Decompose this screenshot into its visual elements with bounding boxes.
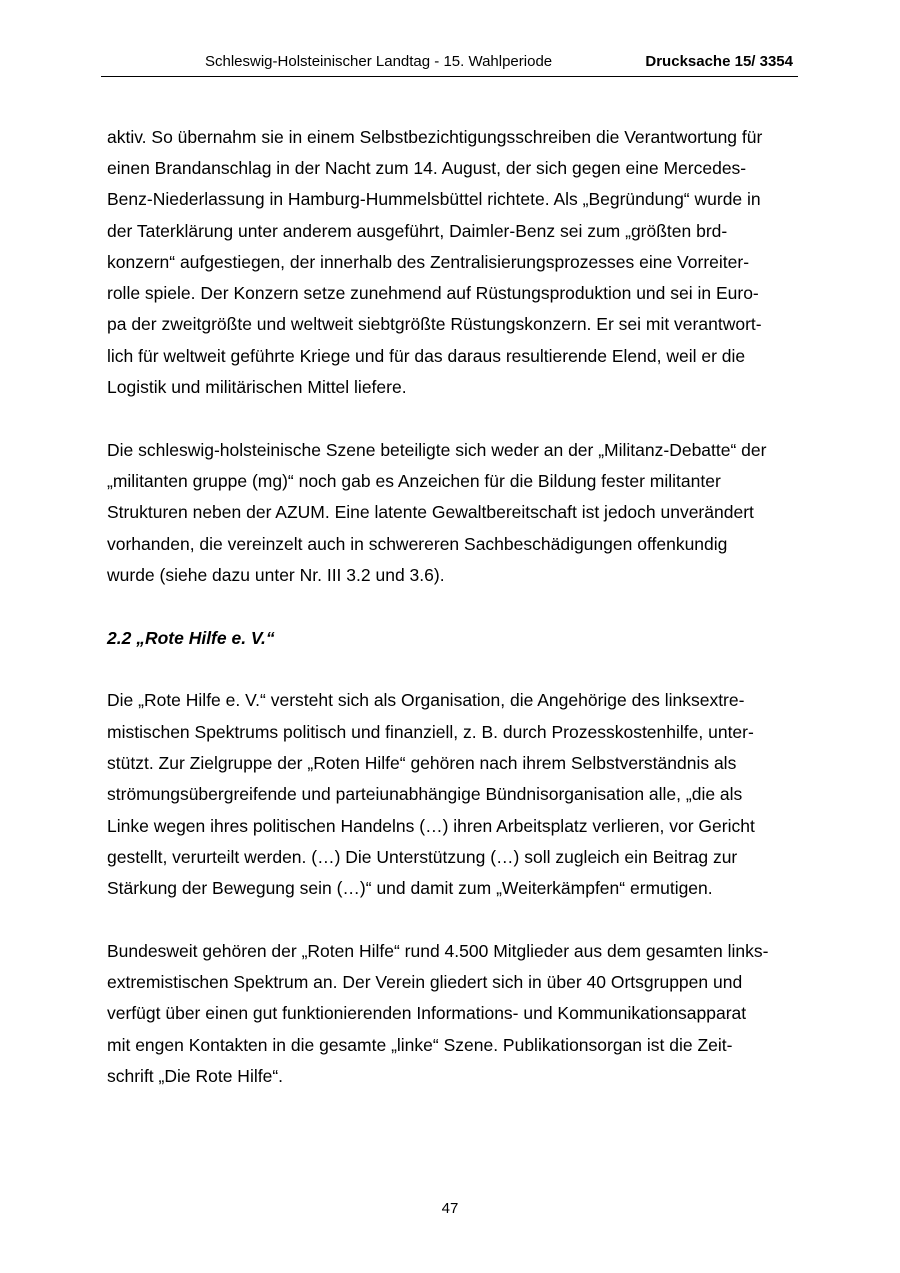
paragraph-line: lich für weltweit geführte Kriege und für das daraus resultierende Elend, weil er die: [107, 346, 746, 366]
paragraph-line: extremistischen Spektrum an. Der Verein gliedert sich in über 40 Ortsgruppen und: [107, 972, 743, 992]
paragraph-line: „militanten gruppe (mg)“ noch gab es Anzeichen für die Bildung fester militanter: [107, 471, 721, 491]
paragraph-line: einen Brandanschlag in der Nacht zum 14. August, der sich gegen eine Mercedes-: [107, 158, 747, 178]
page-number: 47: [441, 1200, 459, 1217]
paragraph-line: Logistik und militärischen Mittel liefere.: [107, 377, 407, 397]
page-header: [101, 52, 798, 77]
paragraph-line: schrift „Die Rote Hilfe“.: [107, 1066, 284, 1086]
paragraph-line: Stärkung der Bewegung sein (…)“ und damit zum „Weiterkämpfen“ ermutigen.: [107, 878, 713, 898]
paragraph-line: Linke wegen ihres politischen Handelns (…) ihren Arbeitsplatz verlieren, vor Gericht: [107, 816, 755, 836]
paragraph-line: gestellt, verurteilt werden. (…) Die Unterstützung (…) soll zugleich ein Beitrag zur: [107, 847, 738, 867]
paragraph-line: konzern“ aufgestiegen, der innerhalb des Zentralisierungsprozesses eine Vorreiter-: [107, 252, 750, 272]
header-document-number: Drucksache 15/ 3354: [645, 53, 793, 70]
paragraph-line: mit engen Kontakten in die gesamte „linke“ Szene. Publikationsorgan ist die Zeit-: [107, 1035, 733, 1055]
paragraph-line: der Taterklärung unter anderem ausgeführt, Daimler-Benz sei zum „größten brd-: [107, 221, 728, 241]
paragraph-line: aktiv. So übernahm sie in einem Selbstbezichtigungsschreiben die Verantwortung für: [107, 127, 763, 147]
paragraph-line: Benz-Niederlassung in Hamburg-Hummelsbüttel richtete. Als „Begründung“ wurde in: [107, 189, 761, 209]
paragraph-line: rolle spiele. Der Konzern setze zunehmend auf Rüstungsproduktion und sei in Euro-: [107, 283, 759, 303]
paragraph-line: wurde (siehe dazu unter Nr. III 3.2 und 3.6).: [107, 565, 445, 585]
paragraph-line: strömungsübergreifende und parteiunabhängige Bündnisorganisation alle, „die als: [107, 784, 743, 804]
paragraph-line: pa der zweitgrößte und weltweit siebtgrößte Rüstungskonzern. Er sei mit verantwort-: [107, 314, 762, 334]
paragraph-line: stützt. Zur Zielgruppe der „Roten Hilfe“ gehören nach ihrem Selbstverständnis als: [107, 753, 737, 773]
paragraph-line: Die schleswig-holsteinische Szene beteiligte sich weder an der „Militanz-Debatte“ der: [107, 440, 767, 460]
section-heading: 2.2 „Rote Hilfe e. V.“: [107, 628, 275, 648]
paragraph-line: Strukturen neben der AZUM. Eine latente Gewaltbereitschaft ist jedoch unverändert: [107, 502, 754, 522]
paragraph-line: vorhanden, die vereinzelt auch in schwereren Sachbeschädigungen offenkundig: [107, 534, 728, 554]
header-title: Schleswig-Holsteinischer Landtag - 15. Wahlperiode: [205, 53, 553, 70]
paragraph-line: Die „Rote Hilfe e. V.“ versteht sich als Organisation, die Angehörige des linksextre-: [107, 690, 745, 710]
paragraph-line: verfügt über einen gut funktionierenden Informations- und Kommunikationsapparat: [107, 1003, 747, 1023]
paragraph-line: Bundesweit gehören der „Roten Hilfe“ rund 4.500 Mitglieder aus dem gesamten links-: [107, 941, 769, 961]
paragraph-line: mistischen Spektrums politisch und finanziell, z. B. durch Prozesskostenhilfe, unter-: [107, 722, 754, 742]
